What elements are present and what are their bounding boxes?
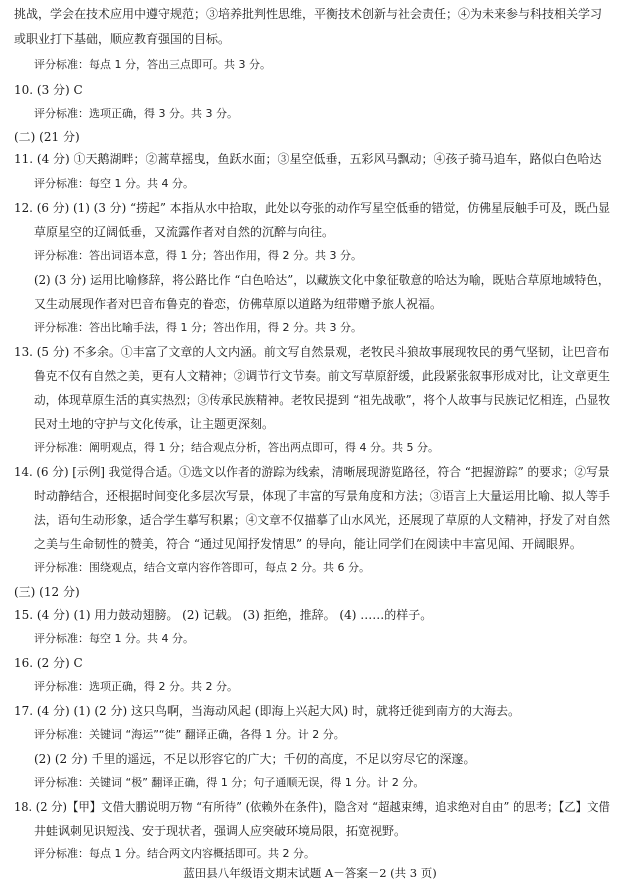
answer-line: (2) (3 分) 运用比喻修辞，将公路比作 “白色哈达”，以藏族文化中象征敬意的哈达为喻，既贴合草原地域特色， — [34, 273, 610, 287]
answer-line: 挑战，学会在技术应用中遵守规范；③培养批判性思维，平衡技术创新与社会责任；④为未来参与科技相关学习 — [14, 7, 603, 21]
answer-line: 13. (5 分) 不多余。①丰富了文章的人文内涵。前文写自然景观，老牧民斗狼故事展现牧民的勇气坚韧，让巴音布 — [14, 345, 610, 359]
answer-line: 10. (3 分) C — [14, 83, 83, 97]
answer-line: 18. (2 分)【甲】文借大鹏说明万物 “有所待” (依赖外在条件)，隐含对 “超越束缚，追求绝对自由” 的思考；【乙】文借 — [14, 800, 610, 814]
answer-line: 之美与生命韧性的赞美，符合 “通过见闻抒发情思” 的导向，能让同学们在阅读中丰富见闻、开阔眼界。 — [34, 537, 582, 551]
answer-line: 12. (6 分) (1) (3 分) “捞起” 本指从水中拾取，此处以夸张的动作写星空低垂的错觉，仿佛星辰触手可及，既凸显 — [14, 201, 611, 215]
answer-line: 16. (2 分) C — [14, 656, 83, 670]
section-heading: (二) (21 分) — [14, 130, 80, 144]
page-footer: 蓝田县八年级语文期末试题 A－答案－2 (共 3 页) — [183, 866, 437, 880]
answer-line: 17. (4 分) (1) (2 分) 这只鸟啊，当海动风起 (即海上兴起大风) 时，就将迁徙到南方的大海去。 — [14, 704, 520, 718]
scoring-standard: 评分标准：选项正确，得 2 分。共 2 分。 — [34, 680, 238, 693]
section-heading: (三) (12 分) — [14, 585, 80, 599]
scoring-standard: 评分标准：关键词 “极” 翻译正确，得 1 分；句子通顺无误，得 1 分。计 2 分。 — [34, 776, 425, 789]
scoring-standard: 评分标准：围绕观点，结合文章内容作答即可，每点 2 分。共 6 分。 — [34, 561, 370, 574]
answer-line: 又生动展现作者对巴音布鲁克的眷恋，仿佛草原以道路为纽带赠予旅人祝福。 — [34, 297, 443, 311]
scoring-standard: 评分标准：每点 1 分。结合两文内容概括即可。共 2 分。 — [34, 847, 315, 860]
scoring-standard: 评分标准：答出比喻手法，得 1 分；答出作用，得 2 分。共 3 分。 — [34, 321, 362, 334]
answer-line: 时动静结合，还根据时间变化多层次写景，体现了丰富的写景角度和方法；③语言上大量运用比喻、拟人等手 — [34, 489, 611, 503]
answer-line: 或职业打下基础，顺应教育强国的目标。 — [14, 32, 231, 46]
answer-line: 11. (4 分) ①天鹅湖畔；②蒿草摇曳，鱼跃水面；③星空低垂，五彩风马飘动；④孩子骑马追车，路似白色哈达 — [14, 152, 602, 166]
scoring-standard: 评分标准：选项正确，得 3 分。共 3 分。 — [34, 107, 238, 120]
answer-line: 井蛙讽刺见识短浅、安于现状者，强调人应突破环境局限，拓宽视野。 — [34, 824, 407, 838]
scoring-standard: 评分标准：阐明观点，得 1 分；结合观点分析，答出两点即可，得 4 分。共 5 分。 — [34, 441, 439, 454]
scoring-standard: 评分标准：关键词 “海运”“徙” 翻译正确，各得 1 分。计 2 分。 — [34, 728, 345, 741]
answer-line: 15. (4 分) (1) 用力鼓动翅膀。 (2) 记载。 (3) 拒绝，推辞。 (4) ……的样子。 — [14, 608, 433, 622]
answer-line: 动，体现草原生活的真实热烈；③传承民族精神。老牧民提到 “祖先战歌”，将个人故事与民族记忆相连，凸显牧 — [34, 393, 611, 407]
answer-line: 民对土地的守护与文化传承，让主题更深刻。 — [34, 417, 275, 431]
answer-line: 鲁克不仅有自然之美，更有人文精神；②调节行文节奏。前文写草原舒缓，此段紧张叙事形成对比，让文章更生 — [34, 369, 611, 383]
answer-line: 14. (6 分) [示例] 我觉得合适。①选文以作者的游踪为线索，清晰展现游览路径，符合 “把握游踪” 的要求；②写景 — [14, 465, 610, 479]
answer-line: (2) (2 分) 千里的遥远，不足以形容它的广大；千仞的高度，不足以穷尽它的深邃。 — [34, 752, 476, 766]
scoring-standard: 评分标准：每点 1 分，答出三点即可。共 3 分。 — [34, 58, 271, 71]
answer-line: 法，语句生动形象，适合学生摹写积累；④文章不仅描摹了山水风光，还展现了草原的人文精神，抒发了对自然 — [34, 513, 611, 527]
scoring-standard: 评分标准：每空 1 分。共 4 分。 — [34, 632, 194, 645]
scoring-standard: 评分标准：答出词语本意，得 1 分；答出作用，得 2 分。共 3 分。 — [34, 249, 362, 262]
scoring-standard: 评分标准：每空 1 分。共 4 分。 — [34, 177, 194, 190]
answer-line: 草原星空的辽阔低垂，又流露作者对自然的沉醉与向往。 — [34, 225, 335, 239]
